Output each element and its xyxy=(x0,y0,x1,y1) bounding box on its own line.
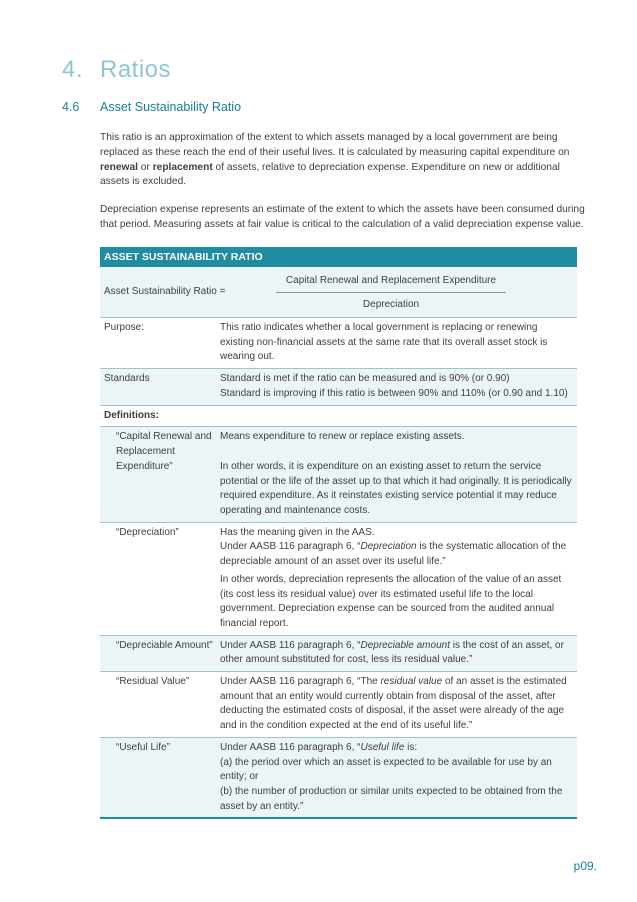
page-number: p09. xyxy=(573,859,597,873)
italic-term: Useful life xyxy=(360,741,405,753)
definition-row-depreciable xyxy=(100,636,577,672)
ratio-table xyxy=(100,247,577,819)
intro-text-part: This ratio is an approximation of the extent to which assets managed by a local government are being replaced as these reach the end of their useful lives. It is calculated by measuring capital expenditure on xyxy=(100,132,570,158)
row-label: Standards xyxy=(104,373,150,385)
definition-term: “Capital Renewal and Replacement Expenditure” xyxy=(116,431,212,472)
definition-text xyxy=(220,738,577,818)
definition-row-depreciation xyxy=(100,523,577,636)
text-part: Under AASB 116 paragraph 6, “ xyxy=(220,541,361,553)
definition-row-capital xyxy=(100,427,577,523)
row-value: This ratio indicates whether a local government is replacing or renewing existing non-financial assets at the same rate that its overall asset stock is wearing out. xyxy=(220,322,548,363)
italic-term: Depreciation xyxy=(360,541,417,553)
fraction-bar xyxy=(276,292,506,293)
section-number: 4.6 xyxy=(62,100,80,114)
text-part: Under AASB 116 paragraph 6, “ xyxy=(220,741,361,753)
section-title: Asset Sustainability Ratio xyxy=(100,100,242,114)
definition-term: “Depreciation” xyxy=(116,526,179,538)
section-heading xyxy=(62,100,241,114)
definition-line: In other words, it is expenditure on an existing asset to return the service potential or the life of the asset up to that which it had originally. It is periodically required expenditure. As it reinstates existing service potential it may reduce operating and maintenance costs. xyxy=(220,460,572,517)
definition-line xyxy=(220,540,573,569)
replacement-term: replacement xyxy=(152,161,213,173)
italic-term: residual value xyxy=(380,676,443,688)
definitions-row xyxy=(100,406,577,428)
definition-text xyxy=(220,672,577,737)
ratio-formula xyxy=(100,267,577,318)
text-part: of an asset is the estimated amount that an entity would currently obtain from disposal of the asset, after deducting the estimated costs of disposal, if the asset were already of the age and in the condition expected at the end of its useful life.” xyxy=(220,676,567,732)
chapter-number: 4. xyxy=(62,56,84,83)
definition-line: In other words, depreciation represents the allocation of the value of an asset (its cost less its residual value) over its estimated useful life to the local government. Depreciation expense can be sourced from the audited annual financial report. xyxy=(220,573,562,629)
chapter-title: Ratios xyxy=(100,56,172,83)
renewal-term: renewal xyxy=(100,161,138,173)
definition-text xyxy=(220,427,577,522)
intro-text-or: or xyxy=(137,161,153,173)
definition-text xyxy=(220,523,577,635)
definition-text xyxy=(220,636,577,671)
standard-line: Standard is improving if this ratio is between 90% and 110% (or 0.90 and 1.10) xyxy=(220,387,568,399)
text-part: is the cost of an asset, or other amount substituted for cost, less its residual value.” xyxy=(220,639,564,666)
standards-row xyxy=(100,369,577,405)
empty-cell xyxy=(220,406,577,427)
row-label: Purpose: xyxy=(104,322,145,333)
formula-lhs: Asset Sustainability Ratio = xyxy=(104,286,226,297)
formula-numerator: Capital Renewal and Replacement Expenditure xyxy=(285,275,497,286)
row-value xyxy=(220,369,577,404)
purpose-row xyxy=(100,318,577,369)
definition-row-residual xyxy=(100,672,577,738)
text-part: Under AASB 116 paragraph 6, “The xyxy=(220,676,381,688)
standard-line: Standard is met if the ratio can be measured and is 90% (or 0.90) xyxy=(220,373,510,385)
italic-term: Depreciable amount xyxy=(360,639,450,651)
definition-line xyxy=(220,741,573,756)
text-part: is the systematic allocation of the depreciable amount of an asset over its useful life.” xyxy=(220,541,567,568)
text-part: Under AASB 116 paragraph 6, “ xyxy=(220,639,361,651)
definition-line: Has the meaning given in the AAS. xyxy=(220,526,375,538)
table-heading: ASSET SUSTAINABILITY RATIO xyxy=(100,247,577,267)
chapter-heading xyxy=(62,56,171,84)
depreciation-paragraph: Depreciation expense represents an estimate of the extent to which the assets have been consumed during that period. Measuring assets at fair value is critical to the calculation of a valid depreciation expense value. xyxy=(100,204,585,230)
definition-line: (b) the number of production or similar units expected to be obtained from the asset by an entity.” xyxy=(220,785,563,812)
definition-line: (a) the period over which an asset is expected to be available for use by an entity; or xyxy=(220,756,552,783)
definitions-label: Definitions: xyxy=(104,409,159,421)
definition-term: “Depreciable Amount” xyxy=(116,639,213,651)
definition-line: Means expenditure to renew or replace existing assets. xyxy=(220,431,465,443)
definition-term: “Residual Value” xyxy=(116,676,190,688)
definition-term: “Useful Life” xyxy=(116,741,170,753)
intro-text-part: of assets, relative to depreciation expense. Expenditure on new or additional assets is excluded. xyxy=(100,161,560,188)
formula-denominator: Depreciation xyxy=(362,299,420,310)
definition-row-useful-life xyxy=(100,738,577,820)
intro-paragraph xyxy=(100,131,590,190)
text-part: is: xyxy=(404,741,418,753)
